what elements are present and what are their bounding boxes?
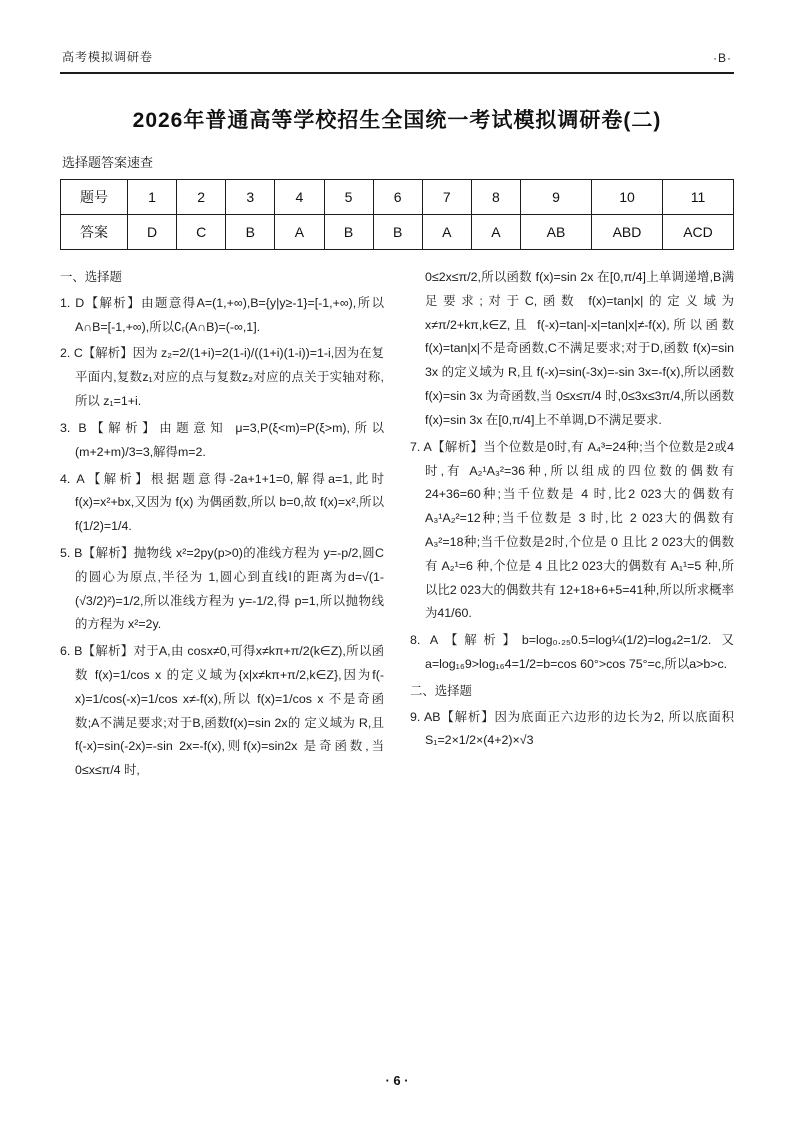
answer-table [60,179,734,250]
table-cell: 4 [275,180,324,215]
table-cell: 11 [663,180,734,215]
header-left-text: 高考模拟调研卷 [62,50,154,64]
table-cell: 8 [471,180,520,215]
solution-item-9: 9. AB【解析】因为底面正六边形的边长为2, 所以底面积 S₁=2×1/2×(4+2)×√3 [410,709,734,748]
section-title-choice: 一、选择题 [60,270,122,284]
solution-item-8: 8. A【解析】b=log₀.₂₅0.5=log¼(1/2)=log₄2=1/2. 又 a=log₁₆9>log₁₆4=1/2=b=cos 60°>cos 75°=c,所以a>b>c. [410,633,734,671]
section-title-multi-choice: 二、选择题 [410,683,472,698]
table-cell: D [128,215,177,250]
header-divider [60,72,734,74]
solution-item-5: 5. B【解析】抛物线 x²=2py(p>0)的准线方程为 y=-p/2,圆C的圆心为原点,半径为 1,圆心到直线l的距离为d=√(1-(√3/2)²)=1/2,所以准线方程为 y=-1/2,得 p=1,所以抛物线的方程为 x²=2y. [60,545,384,632]
left-column [60,266,384,786]
table-cell: 题号 [61,180,128,215]
table-cell: B [373,215,422,250]
solution-item-6-continuation: 0≤2x≤π/2,所以函数 f(x)=sin 2x 在[0,π/4]上单调递增,B满足要求;对于C,函数 f(x)=tan|x|的定义域为 x≠π/2+kπ,k∈Z,且 f(-x)=tan|-x|=tan|x|≠-f(x),所以函数 f(x)=tan|x|不是奇函数,C不满足要求;对于D,函数 f(x)=sin 3x 的定义域为 R,且 f(-x)=sin(-3x)=-sin 3x=-f(x),所以函数 f(x)=sin 3x 为奇函数,当 0≤x≤π/4 时,0≤3x≤3π/4,所以函数f(x)=sin 3x 在[0,π/4]上不单调,D不满足要求. [425,270,734,427]
page-title: 2026年普通高等学校招生全国统一考试模拟调研卷(二) [132,109,662,132]
answer-quick-check-label: 选择题答案速查 [62,155,154,170]
table-cell: 1 [128,180,177,215]
solution-item-6: 6. B【解析】对于A,由 cosx≠0,可得x≠kπ+π/2(k∈Z),所以函数 f(x)=1/cos x 的定义域为{x|x≠kπ+π/2,k∈Z},因为f(-x)=1/cos(-x)=1/cos x≠-f(x),所以 f(x)=1/cos x 不是奇函数;A不满足要求;对于B,函数f(x)=sin 2x的 定义域为 R,且 f(-x)=sin(-2x)=-sin 2x=-f(x),则f(x)=sin2x 是奇函数,当 0≤x≤π/4 时, [60,644,384,778]
table-cell: 10 [592,180,663,215]
table-cell: A [422,215,471,250]
table-cell: 3 [226,180,275,215]
right-column [410,266,734,786]
table-cell: AB [521,215,592,250]
solution-item-3: 3. B【解析】由题意知 μ=3,P(ξ<m)=P(ξ>m),所以 (m+2+m)/3=3,解得m=2. [60,420,384,459]
table-cell: 9 [521,180,592,215]
page-number: · 6 · [385,1073,409,1088]
table-cell: 6 [373,180,422,215]
solution-item-2: 2. C【解析】因为 z₂=2/(1+i)=2(1-i)/((1+i)(1-i))=1-i,因为在复平面内,复数z₁对应的点与复数z₂对应的点关于实轴对称,所以 z₁=1+i. [60,346,384,409]
table-cell: 答案 [61,215,128,250]
solution-item-1: 1. D【解析】由题意得A=(1,+∞),B={y|y≥-1}=[-1,+∞),所以A∩B=[-1,+∞),所以∁ᵣ(A∩B)=(-∞,1]. [60,295,384,334]
table-cell: 5 [324,180,373,215]
header-right-mark: ·B· [713,51,732,65]
table-cell: ABD [592,215,663,250]
answer-table-header-row [61,180,734,215]
solution-item-4: 4. A【解析】根据题意得-2a+1+1=0,解得a=1,此时 f(x)=x²+bx,又因为 f(x) 为偶函数,所以 b=0,故 f(x)=x²,所以 f(1/2)=1/4. [60,471,384,534]
table-cell: ACD [663,215,734,250]
table-cell: C [177,215,226,250]
table-cell: 2 [177,180,226,215]
table-cell: A [275,215,324,250]
table-cell: B [324,215,373,250]
table-cell: B [226,215,275,250]
solution-item-7: 7. A【解析】当个位数是0时,有 A₄³=24种;当个位数是2或4时,有 A₂¹A₃²=36种,所以组成的四位数的偶数有 24+36=60种;当千位数是 4 时,比2 023大的偶数有 A₃¹A₂²=12种;当千位数是 3 时,比 2 023大的偶数有 A₃²=18种;当千位数是2时,个位是 0 且比 2 023大的偶数有 A₂¹=6 种,个位是 4 且比2 023大的偶数有 A₁¹=5 种,所以比2 023大的偶数共有 12+18+6+5=41种,所以所求概率为41/60. [410,439,734,621]
answer-table-answers-row [61,215,734,250]
table-cell: 7 [422,180,471,215]
table-cell: A [471,215,520,250]
page-header [60,48,734,65]
solution-columns [60,266,734,786]
